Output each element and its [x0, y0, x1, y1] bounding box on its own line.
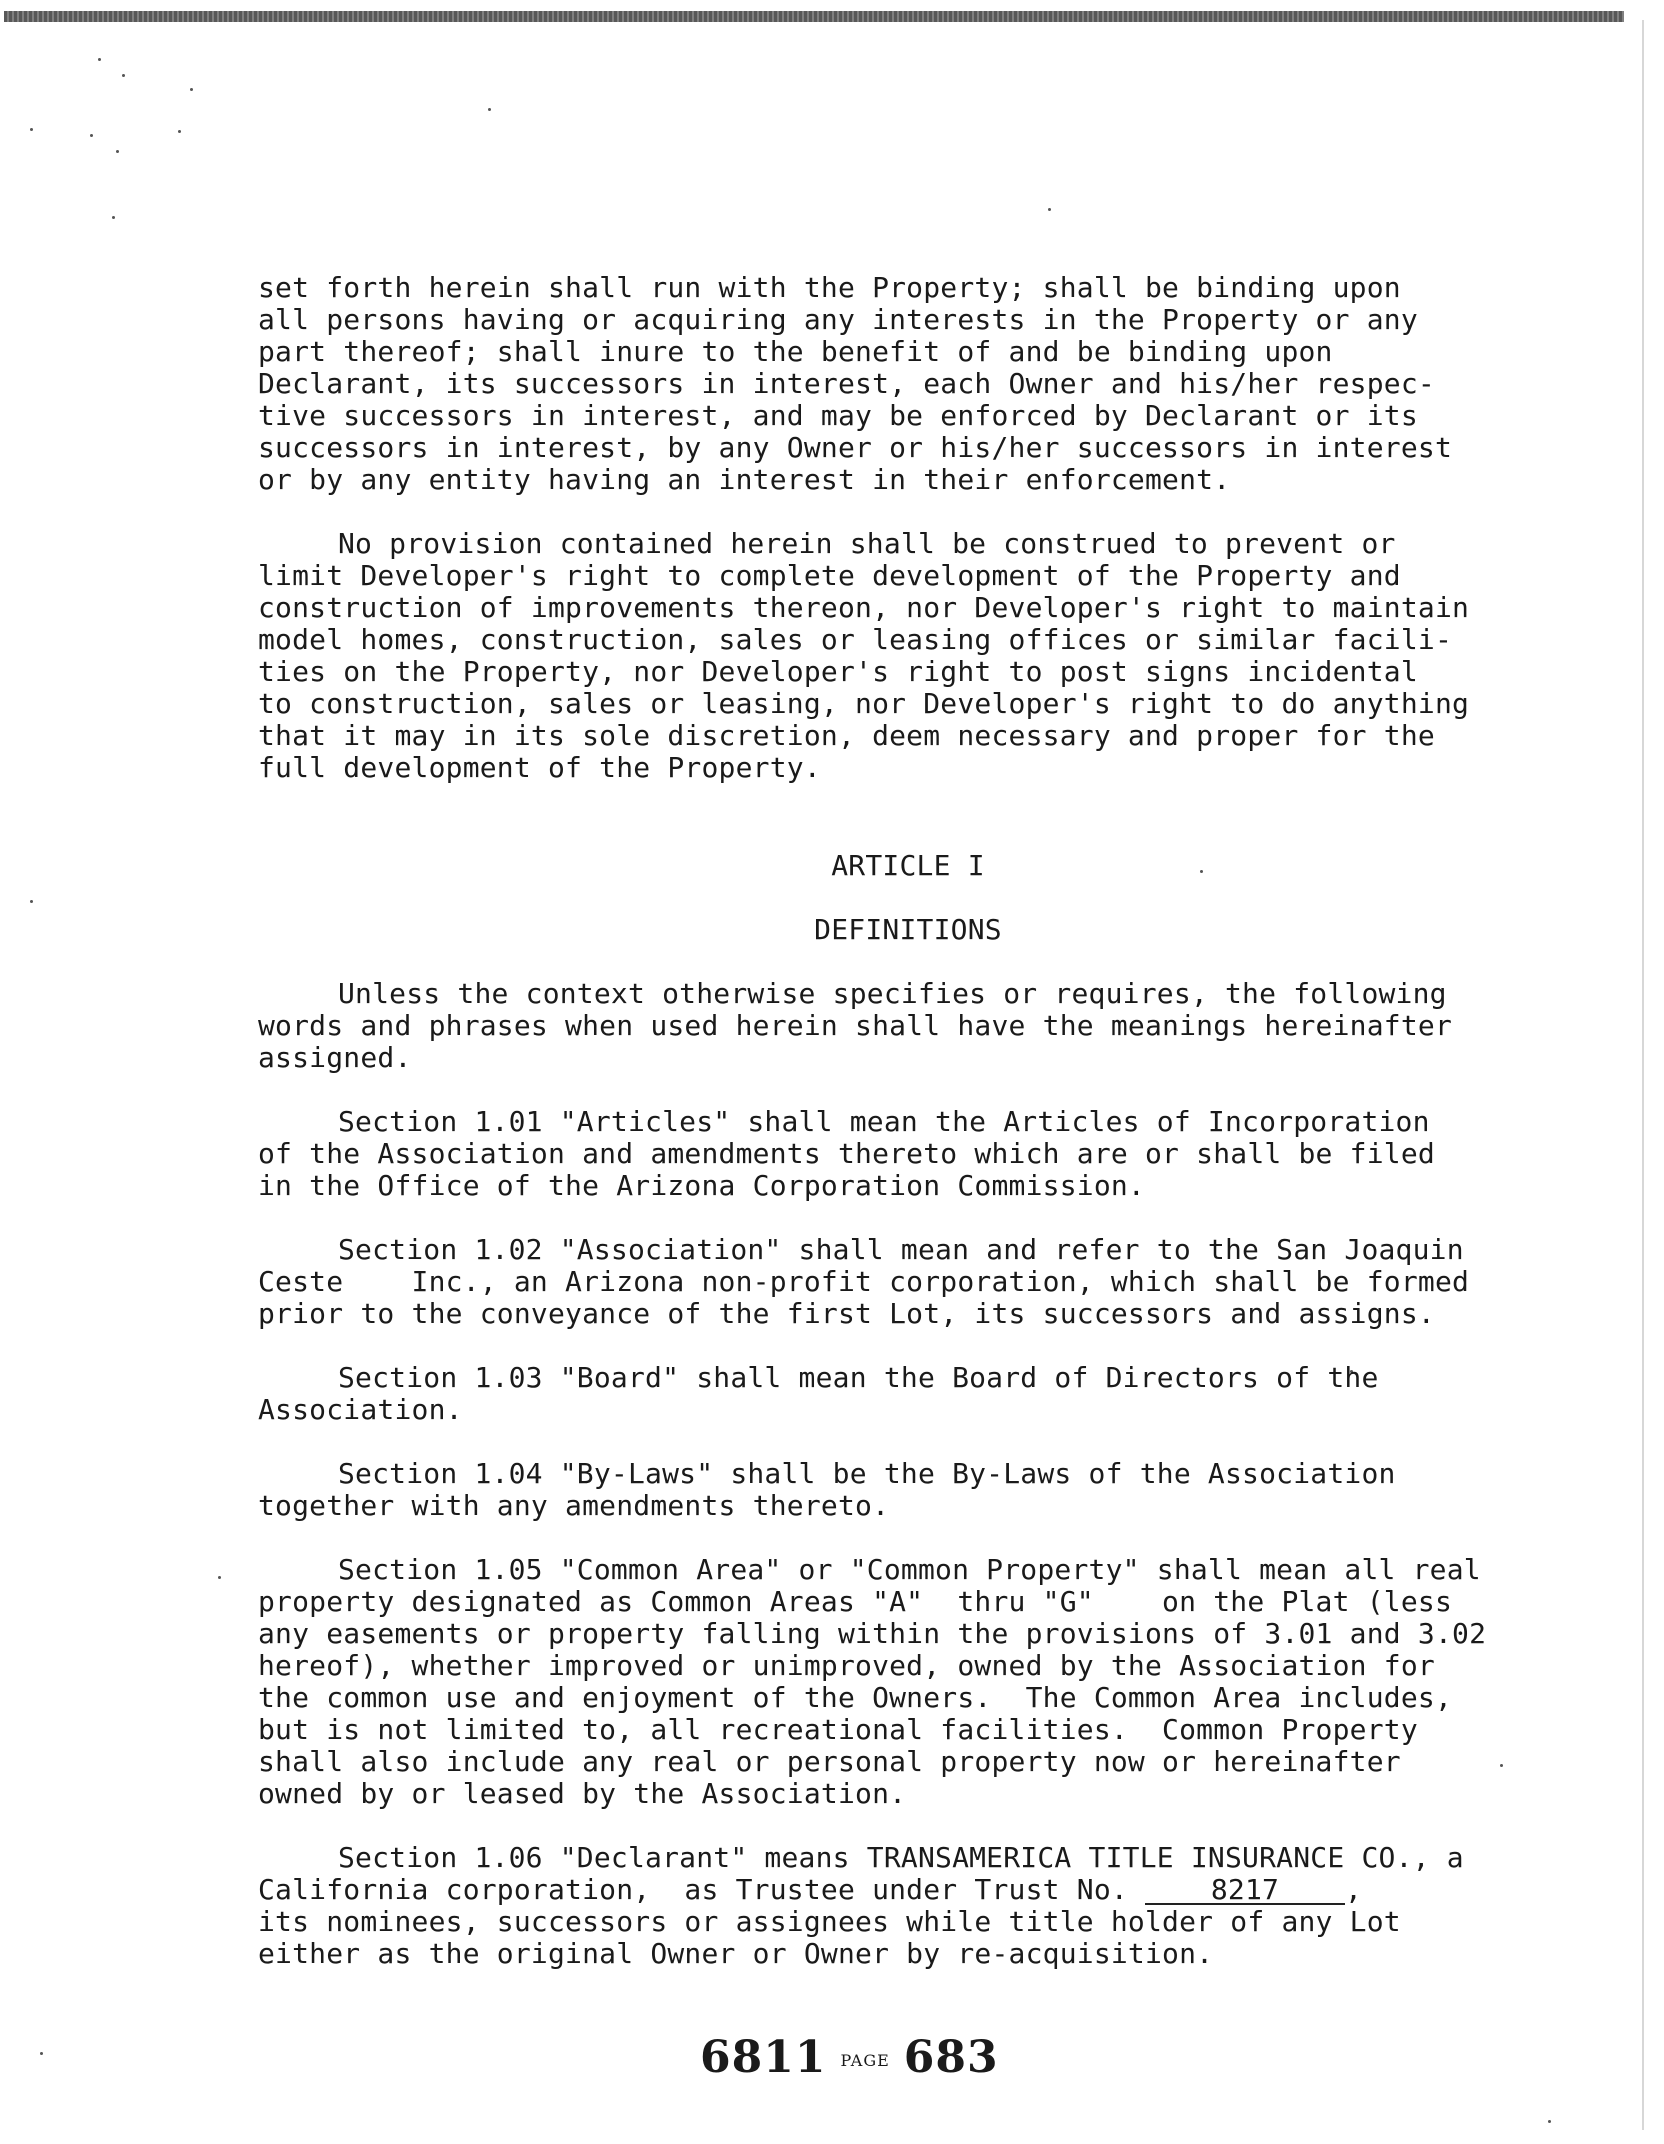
- section-1-03: [258, 1362, 1438, 1426]
- scan-speck: [190, 88, 193, 91]
- section-1-05: [258, 1553, 1487, 1810]
- text-line: but is not limited to, all recreational facilities. Common Property: [258, 1713, 1418, 1746]
- text-line: [258, 1874, 1438, 1906]
- intro-paragraph-1: [258, 271, 1453, 496]
- document-body: [258, 271, 1487, 2002]
- text-line: in the Office of the Arizona Corporation Commission.: [258, 1169, 1145, 1202]
- text-line: Section 1.04 "By-Laws" shall be the By-Laws of the Association: [338, 1457, 1396, 1490]
- text-line: tive successors in interest, and may be enforced by Declarant or its: [258, 399, 1418, 432]
- scan-speck: [1500, 1764, 1503, 1767]
- definitions-intro: [258, 977, 1453, 1074]
- text-line: model homes, construction, sales or leasing offices or similar facili-: [258, 623, 1453, 656]
- recording-stamp: [700, 2032, 999, 2083]
- section-1-01: [258, 1106, 1438, 1202]
- text-line: the common use and enjoyment of the Owners. The Common Area includes,: [258, 1681, 1453, 1714]
- scan-speck: [218, 1576, 221, 1579]
- text-line: Section 1.03 "Board" shall mean the Board of Directors of the: [338, 1361, 1379, 1394]
- text-line: property designated as Common Areas "A" thru "G" on the Plat (less: [258, 1585, 1453, 1618]
- article-heading: ARTICLE I: [831, 849, 985, 882]
- text-line: limit Developer's right to complete development of the Property and: [258, 559, 1401, 592]
- section-1-06: [258, 1841, 1464, 1970]
- page-label: PAGE: [840, 2051, 890, 2070]
- text-line: full development of the Property.: [258, 751, 821, 784]
- text-fragment: California corporation, as Trustee under Trust No.: [258, 1873, 1145, 1906]
- text-line: owned by or leased by the Association.: [258, 1777, 907, 1810]
- text-line: words and phrases when used herein shall have the meanings hereinafter: [258, 1009, 1453, 1042]
- text-line: of the Association and amendments thereto which are or shall be filed: [258, 1137, 1435, 1170]
- text-line: Ceste Inc., an Arizona non-profit corporation, which shall be formed: [258, 1265, 1470, 1298]
- text-line: construction of improvements thereon, nor Developer's right to maintain: [258, 591, 1470, 624]
- text-line: either as the original Owner or Owner by re-acquisition.: [258, 1937, 1214, 1970]
- text-line: that it may in its sole discretion, deem necessary and proper for the: [258, 719, 1435, 752]
- text-line: Section 1.02 "Association" shall mean and refer to the San Joaquin: [338, 1233, 1464, 1266]
- scan-speck: [30, 900, 33, 903]
- text-line: all persons having or acquiring any interests in the Property or any: [258, 303, 1418, 336]
- text-line: hereof), whether improved or unimproved, owned by the Association for: [258, 1649, 1435, 1682]
- scan-top-rule: [4, 11, 1624, 22]
- scan-speck: [1548, 2120, 1551, 2123]
- scan-speck: [90, 134, 93, 137]
- scan-speck: [178, 130, 181, 133]
- text-line: to construction, sales or leasing, nor Developer's right to do anything: [258, 687, 1470, 720]
- scan-speck: [1048, 208, 1051, 211]
- intro-paragraph-2: [258, 527, 1470, 784]
- section-1-04: [258, 1458, 1438, 1522]
- scan-right-edge: [1642, 20, 1644, 2130]
- text-line: part thereof; shall inure to the benefit of and be binding upon: [258, 335, 1333, 368]
- section-1-02: [258, 1233, 1470, 1330]
- text-line: Declarant, its successors in interest, each Owner and his/her respec-: [258, 367, 1435, 400]
- text-line: or by any entity having an interest in their enforcement.: [258, 463, 1231, 496]
- text-line: shall also include any real or personal property now or hereinafter: [258, 1745, 1401, 1778]
- text-line: Unless the context otherwise specifies or requires, the following: [338, 977, 1447, 1010]
- scan-speck: [112, 216, 115, 219]
- scan-speck: [122, 74, 125, 77]
- text-line: No provision contained herein shall be construed to prevent or: [338, 527, 1396, 560]
- scan-speck: [98, 58, 101, 61]
- book-number: 6811: [700, 2032, 827, 2083]
- text-line: Section 1.06 "Declarant" means TRANSAMERICA TITLE INSURANCE CO., a: [338, 1841, 1464, 1874]
- scan-speck: [116, 150, 119, 153]
- scan-speck: [488, 108, 491, 111]
- text-line: Association.: [258, 1393, 463, 1426]
- text-line: prior to the conveyance of the first Lot, its successors and assigns.: [258, 1297, 1435, 1330]
- page-number: 683: [903, 2032, 999, 2083]
- scan-speck: [40, 2052, 43, 2055]
- text-line: any easements or property falling within the provisions of 3.01 and 3.02: [258, 1617, 1487, 1650]
- text-fragment: ,: [1345, 1873, 1363, 1906]
- text-line: Section 1.05 "Common Area" or "Common Property" shall mean all real: [338, 1553, 1481, 1586]
- text-line: ties on the Property, nor Developer's right to post signs incidental: [258, 655, 1418, 688]
- text-line: set forth herein shall run with the Property; shall be binding upon: [258, 271, 1401, 304]
- trust-number: 8217: [1145, 1877, 1345, 1905]
- text-line: successors in interest, by any Owner or his/her successors in interest: [258, 431, 1453, 464]
- scan-speck: [30, 128, 33, 131]
- text-line: together with any amendments thereto.: [258, 1489, 890, 1522]
- text-line: Section 1.01 "Articles" shall mean the Articles of Incorporation: [338, 1105, 1430, 1138]
- text-line: assigned.: [258, 1041, 412, 1074]
- article-title: DEFINITIONS: [814, 913, 1002, 946]
- text-line: its nominees, successors or assignees while title holder of any Lot: [258, 1905, 1401, 1938]
